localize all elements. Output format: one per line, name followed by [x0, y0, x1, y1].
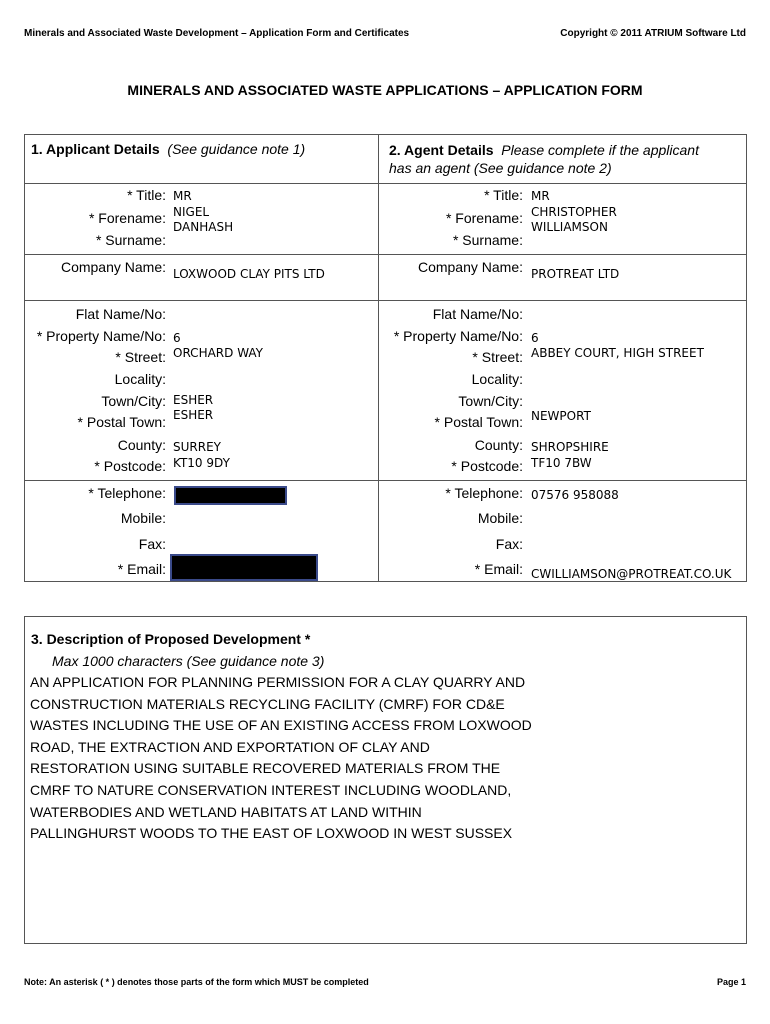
description-heading: 3. Description of Proposed Development *	[31, 631, 311, 647]
agent-locality-label: Locality:	[471, 371, 523, 387]
agent-fax-label: Fax:	[495, 536, 523, 552]
agent-heading-note-1: Please complete if the applicant	[501, 142, 699, 158]
agent-postal-town-label: * Postal Town:	[434, 414, 523, 430]
applicant-street-label: * Street:	[115, 349, 166, 365]
footer-note: Note: An asterisk ( * ) denotes those parts of the form which MUST be completed	[24, 977, 369, 987]
applicant-locality-label: Locality:	[114, 371, 166, 387]
agent-property-value: 6	[531, 331, 539, 345]
agent-street-value: ABBEY COURT, HIGH STREET	[531, 346, 704, 360]
applicant-postcode-label: * Postcode:	[94, 458, 166, 474]
applicant-company-label: Company Name:	[60, 259, 166, 275]
column-divider	[378, 134, 379, 582]
page-title: MINERALS AND ASSOCIATED WASTE APPLICATIONS – APPLICATION FORM	[127, 82, 643, 98]
applicant-heading	[31, 141, 305, 157]
row-divider	[24, 300, 747, 301]
applicant-telephone-label: * Telephone:	[88, 485, 166, 501]
agent-telephone-value: 07576 958088	[531, 488, 619, 502]
agent-street-label: * Street:	[472, 349, 523, 365]
agent-heading-note-2: has an agent (See guidance note 2)	[389, 160, 612, 176]
applicant-heading-title: 1. Applicant Details	[31, 141, 160, 157]
applicant-title-label: * Title:	[127, 187, 166, 203]
applicant-town-value: ESHER	[173, 393, 214, 407]
applicant-property-label: * Property Name/No:	[36, 328, 166, 344]
applicant-county-label: County:	[117, 437, 166, 453]
page-number: Page 1	[716, 977, 746, 987]
agent-forename-value: CHRISTOPHER	[531, 205, 617, 219]
agent-mobile-label: Mobile:	[477, 510, 523, 526]
applicant-property-value: 6	[173, 331, 181, 345]
agent-company-label: Company Name:	[417, 259, 523, 275]
applicant-title-value: MR	[173, 189, 192, 203]
applicant-telephone-redaction	[174, 486, 287, 505]
agent-email-value: CWILLIAMSON@PROTREAT.CO.UK	[531, 567, 732, 581]
header-copyright: Copyright © 2011 ATRIUM Software Ltd	[560, 28, 746, 39]
agent-county-value: SHROPSHIRE	[531, 440, 609, 454]
applicant-fax-label: Fax:	[138, 536, 166, 552]
applicant-forename-label: * Forename:	[88, 210, 166, 226]
agent-property-label: * Property Name/No:	[393, 328, 523, 344]
applicant-surname-label: * Surname:	[95, 232, 166, 248]
applicant-street-value: ORCHARD WAY	[173, 346, 264, 360]
agent-postcode-label: * Postcode:	[451, 458, 523, 474]
applicant-mobile-label: Mobile:	[120, 510, 166, 526]
agent-town-label: Town/City:	[458, 393, 523, 409]
agent-postal-town-value: NEWPORT	[531, 409, 591, 423]
applicant-company-value: LOXWOOD CLAY PITS LTD	[173, 267, 325, 281]
description-text: AN APPLICATION FOR PLANNING PERMISSION FOR A CLAY QUARRY AND CONSTRUCTION MATERIALS RECYCLING FACILITY (CMRF) FOR CD&E WASTES INCLUDING THE USE OF AN EXISTING ACCESS FROM LOXWOOD ROAD, THE EXTRACTION AND EXPORTATION OF CLAY AND RESTORATION USING SUITABLE RECOVERED MATERIALS FROM THE CMRF TO NATURE CONSERVATION INTEREST INCLUDING WOODLAND, WATERBODIES AND WETLAND HABITATS AT LAND WITHIN PALLINGHURST WOODS TO THE EAST OF LOXWOOD IN WEST SUSSEX	[30, 674, 532, 842]
applicant-town-label: Town/City:	[101, 393, 166, 409]
applicant-postcode-value: KT10 9DY	[173, 456, 230, 470]
applicant-surname-value: DANHASH	[173, 220, 234, 234]
agent-email-label: * Email:	[474, 561, 523, 577]
agent-heading-title: 2. Agent Details	[389, 142, 494, 158]
applicant-flat-label: Flat Name/No:	[75, 306, 166, 322]
applicant-email-label: * Email:	[117, 561, 166, 577]
applicant-postal-town-value: ESHER	[173, 408, 214, 422]
agent-county-label: County:	[474, 437, 523, 453]
row-divider	[24, 254, 747, 255]
applicant-email-redaction	[170, 554, 318, 581]
agent-title-value: MR	[531, 189, 550, 203]
agent-postcode-value: TF10 7BW	[531, 456, 592, 470]
agent-company-value: PROTREAT LTD	[531, 267, 620, 281]
applicant-postal-town-label: * Postal Town:	[77, 414, 166, 430]
agent-flat-label: Flat Name/No:	[432, 306, 523, 322]
agent-surname-label: * Surname:	[452, 232, 523, 248]
applicant-forename-value: NIGEL	[173, 205, 210, 219]
applicant-heading-note: (See guidance note 1)	[167, 141, 306, 157]
applicant-county-value: SURREY	[173, 440, 221, 454]
agent-title-label: * Title:	[484, 187, 523, 203]
agent-telephone-label: * Telephone:	[445, 485, 523, 501]
agent-heading	[389, 142, 699, 158]
row-divider	[24, 480, 747, 481]
agent-surname-value: WILLIAMSON	[531, 220, 608, 234]
description-note: Max 1000 characters (See guidance note 3)	[52, 653, 325, 669]
header-doc-title: Minerals and Associated Waste Development – Application Form and Certificates	[24, 28, 410, 39]
agent-forename-label: * Forename:	[445, 210, 523, 226]
row-divider	[24, 183, 747, 184]
